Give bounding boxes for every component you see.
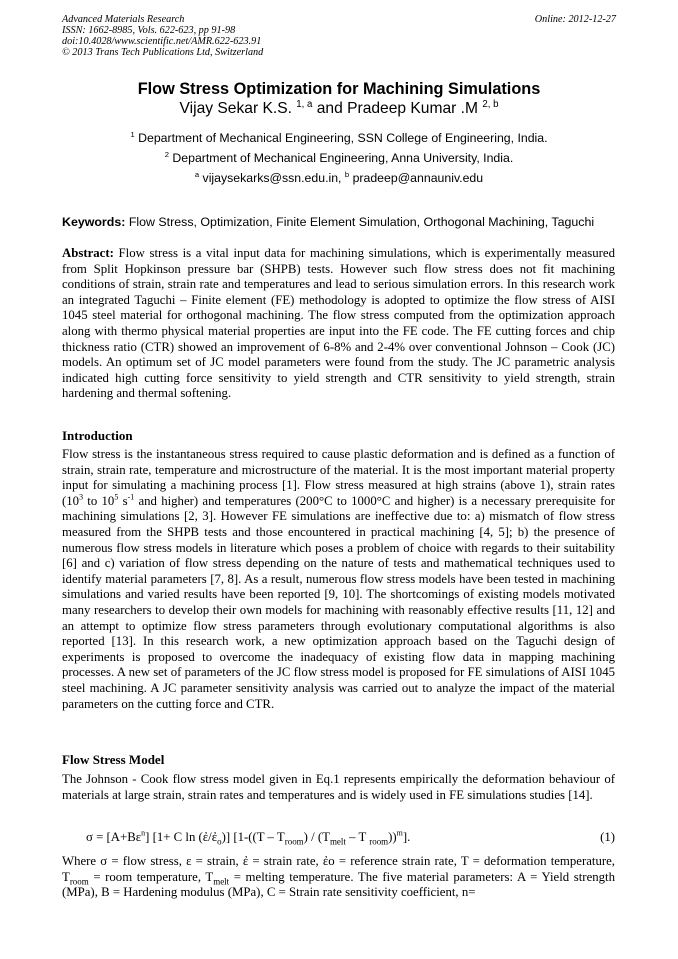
eq-part: ] [1+ C ln (ἐ/ἐ [145, 830, 218, 844]
intro-text-3: s [118, 493, 128, 508]
doi-line: doi:10.4028/www.scientific.net/AMR.622-623.91 [62, 36, 262, 47]
affiliation-1-text: Department of Mechanical Engineering, SSN College of Engineering, India. [138, 131, 548, 145]
email-b-sup: b [344, 169, 350, 179]
copyright-line: © 2013 Trans Tech Publications Ltd, Switzerland [62, 47, 264, 58]
email-a: vijaysekarks@ssn.edu.in, [202, 171, 342, 185]
where-text-2: = room temperature, T [88, 869, 214, 884]
author-2-sup: 2, b [482, 98, 499, 110]
equation-number: (1) [600, 830, 615, 844]
journal-name: Advanced Materials Research [62, 14, 185, 25]
affiliation-2-sup: 2 [164, 149, 169, 159]
eq-sub-melt: melt [329, 836, 346, 847]
intro-text-2: to 10 [83, 493, 115, 508]
affiliation-1 [0, 131, 678, 145]
eq-exp-m: m [396, 828, 403, 838]
where-text-3: = melting temperature. The five material parameters: A = Yield strength (MPa), B = Hardening modulus (MPa), C = Strain rate sensitivity coefficient, n= [62, 869, 615, 900]
eq-part: – T [345, 830, 370, 844]
eq-sub-o: o [217, 836, 222, 847]
keywords-label: Keywords: [62, 215, 126, 229]
keywords [62, 214, 622, 230]
where-text-1: Where σ = flow stress, ε = strain, ἐ = strain rate, ἐo = reference strain rate, T = deformation temperature, T [62, 854, 615, 884]
affiliation-2-text: Department of Mechanical Engineering, Anna University, India. [172, 151, 514, 165]
eq-sub-room: room [369, 836, 389, 847]
eq-part: )) [388, 830, 397, 844]
issn-line: ISSN: 1662-8985, Vols. 622-623, pp 91-98 [62, 25, 236, 36]
where-sub-melt: melt [213, 876, 230, 887]
affiliation-2 [0, 151, 678, 165]
eq-part: σ = [A+Bε [86, 830, 142, 844]
eq-sub-room: room [284, 836, 304, 847]
author-conjunction: and [316, 100, 343, 117]
abstract [62, 246, 615, 402]
email-b: pradeep@annauniv.edu [352, 171, 484, 185]
journal-header [62, 14, 263, 58]
intro-exp-1: 3 [79, 492, 84, 502]
introduction-heading: Introduction [62, 428, 133, 443]
intro-exp-3: -1 [127, 492, 135, 502]
where-sub-room: room [69, 876, 89, 887]
intro-exp-2: 5 [114, 492, 119, 502]
paper-title: Flow Stress Optimization for Machining Simulations [137, 80, 541, 98]
introduction-paragraph [62, 447, 615, 712]
abstract-label: Abstract: [62, 246, 114, 260]
author-2: Pradeep Kumar .M [347, 100, 478, 117]
flow-stress-model-heading: Flow Stress Model [62, 752, 165, 767]
author-emails [0, 171, 678, 185]
equation-1 [86, 829, 615, 845]
author-1-sup: 1, a [296, 98, 313, 110]
author-1: Vijay Sekar K.S. [179, 100, 292, 117]
eq-part: ) / (T [303, 830, 330, 844]
where-paragraph [62, 854, 615, 901]
intro-text-4: and higher) and temperatures (200°C to 1000°C and higher) is a necessary prerequisite for machining simulations [2, 3]. However FE simulations are ineffective due to: a) mismatch of flow stress measured from the SHPB tests and those encountered in practical machining [4, 5]; b) the presence of numerous flow stress models in literature which poses a problem of choice with regards to their suitability [6] and c) variation of flow stress depending on the nature of tests and mathematical techniques used to identify material parameters [7, 8]. As a result, numerous flow stress models have been tested in machining simulations and varied results have been reported [9, 10]. The shortcomings of existing models motivated many researchers to develop their own models for machining with reasonably effective results [11, 12] and an attempt to optimize flow stress parameters through evolutionary computational algorithms is also reported [13]. In this research work, a new optimization approach based on the Taguchi design of experiments is proposed to overcome the inadequacy of existing flow data in mapping machining processes. A new set of parameters of the JC flow stress model is proposed for FE simulations of AISI 1045 steel machining. A JC parameter sensitivity analysis was carried out to analyze the impact of the material parameters on the cutting force and CTR. [62, 493, 615, 711]
online-date: Online: 2012-12-27 [534, 14, 616, 25]
author-line [0, 100, 678, 118]
affiliation-1-sup: 1 [130, 129, 135, 139]
keywords-text: Flow Stress, Optimization, Finite Element Simulation, Orthogonal Machining, Taguchi [128, 215, 595, 229]
email-a-sup: a [194, 169, 200, 179]
eq-part: ]. [402, 830, 411, 844]
intro-text-1: Flow stress is the instantaneous stress required to cause plastic deformation and is defined as a function of strain, strain rate, temperature and microstructure of the material. It is the most important material property input for simulating a machining process [1]. Flow stress measured at high strains (above 1), strain rates (10 [62, 447, 615, 508]
abstract-text: Flow stress is a vital input data for machining simulations, which is experimentally measured from Split Hopkinson pressure bar (SHPB) tests. However such flow stress does not fit machining conditions of strain, strain rate and temperatures and lead to serious simulation errors. In this research work an integrated Taguchi – Finite element (FE) methodology is adopted to optimize the flow stress of AISI 1045 steel material for orthogonal machining. The flow stress computed from the optimization approach along with thermo physical material properties are input into the FE code. The FE cutting forces and chip thickness ratio (CTR) showed an improvement of 6-8% and 2-4% over conventional Johnson – Cook (JC) models. An optimum set of JC model parameters were found from the study. The JC parametric analysis indicated high cutting force sensitivity to yield strength and CTR sensitivity to yield strength, strain hardening and thermal softening. [62, 246, 615, 401]
eq-exp-n: n [141, 828, 146, 838]
eq-part: )] [1-((T – T [221, 830, 285, 844]
flow-stress-model-paragraph: The Johnson - Cook flow stress model given in Eq.1 represents empirically the deformation behaviour of materials at large strain, strain rates and temperatures and is widely used in FE simulations studies [14]. [62, 772, 615, 802]
